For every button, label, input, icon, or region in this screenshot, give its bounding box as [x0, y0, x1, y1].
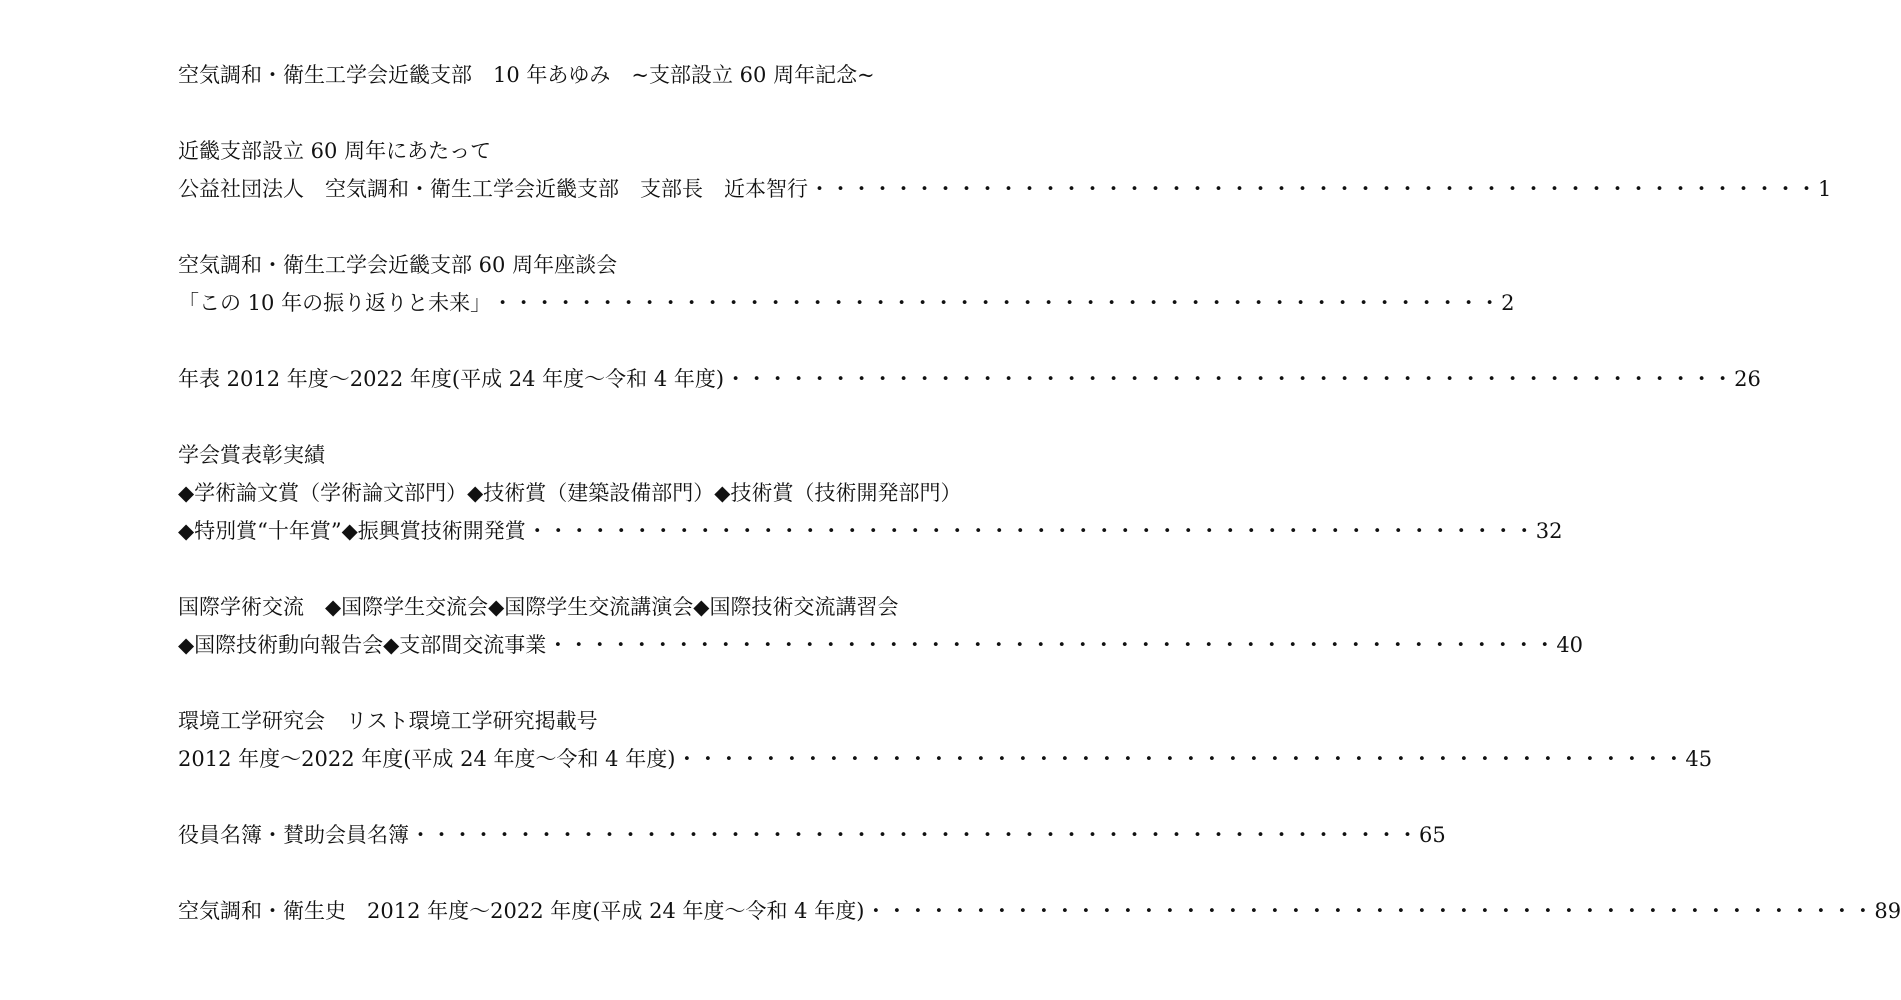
toc-entry[interactable] [178, 288, 1515, 318]
page-number: 65 [1419, 823, 1446, 847]
toc-entry-text: 空気調和・衛生史 2012 年度～2022 年度(平成 24 年度～令和 4 年度) [178, 899, 865, 923]
toc-entry[interactable] [178, 820, 1446, 850]
toc-entry-text: 2012 年度～2022 年度(平成 24 年度～令和 4 年度) [178, 747, 676, 771]
dot-leader: ・・・・・・・・・・・・・・・・・・・・・・・・・・・・・・・・・・・・・・・・・・・・・・・・ [492, 291, 1501, 315]
dot-leader: ・・・・・・・・・・・・・・・・・・・・・・・・・・・・・・・・・・・・・・・・・・・・・・・・ [526, 519, 1535, 543]
dot-leader: ・・・・・・・・・・・・・・・・・・・・・・・・・・・・・・・・・・・・・・・・・・・・・・・・ [865, 899, 1874, 923]
page-number: 40 [1556, 633, 1584, 657]
dot-leader: ・・・・・・・・・・・・・・・・・・・・・・・・・・・・・・・・・・・・・・・・・・・・・・・・ [410, 823, 1418, 847]
toc-entry-text: 役員名簿・賛助会員名簿 [178, 823, 409, 847]
dot-leader: ・・・・・・・・・・・・・・・・・・・・・・・・・・・・・・・・・・・・・・・・・・・・・・・・ [725, 367, 1734, 391]
dot-leader: ・・・・・・・・・・・・・・・・・・・・・・・・・・・・・・・・・・・・・・・・・・・・・・・・ [676, 747, 1685, 771]
toc-entry-text: 「この 10 年の振り返りと未来」 [178, 291, 492, 315]
document-header: 空気調和・衛生工学会近畿支部 10 年あゆみ ~支部設立 60 周年記念~ [178, 63, 875, 87]
toc-entry[interactable] [178, 516, 1563, 546]
entry-3-heading: 学会賞表彰実績 [178, 443, 325, 467]
entry-0-heading: 近畿支部設立 60 周年にあたって [178, 139, 492, 163]
dot-leader: ・・・・・・・・・・・・・・・・・・・・・・・・・・・・・・・・・・・・・・・・・・・・・・・・ [809, 177, 1817, 201]
toc-entry[interactable] [178, 174, 1832, 204]
page-number: 32 [1535, 519, 1563, 543]
toc-entry-text: 公益社団法人 空気調和・衛生工学会近畿支部 支部長 近本智行 [178, 177, 808, 201]
toc-entry-text: ◆国際技術動向報告会◆支部間交流事業 [178, 633, 547, 657]
entry-3-subheading: ◆学術論文賞（学術論文部門）◆技術賞（建築設備部門）◆技術賞（技術開発部門） [178, 481, 962, 505]
entry-4-heading: 国際学術交流 ◆国際学生交流会◆国際学生交流講演会◆国際技術交流講習会 [178, 595, 899, 619]
entry-1-heading: 空気調和・衛生工学会近畿支部 60 周年座談会 [178, 253, 618, 277]
toc-entry[interactable] [178, 364, 1761, 394]
entry-5-heading: 環境工学研究会 リスト環境工学研究掲載号 [178, 709, 598, 733]
toc-entry-text: 年表 2012 年度～2022 年度(平成 24 年度～令和 4 年度) [178, 367, 725, 391]
toc-entry[interactable] [178, 896, 1901, 926]
page-number: 2 [1501, 291, 1515, 315]
dot-leader: ・・・・・・・・・・・・・・・・・・・・・・・・・・・・・・・・・・・・・・・・・・・・・・・・ [547, 633, 1556, 657]
toc-entry[interactable] [178, 744, 1713, 774]
page-number: 26 [1734, 367, 1761, 391]
toc-entry-text: ◆特別賞“十年賞”◆振興賞技術開発賞 [178, 519, 526, 543]
page-number: 1 [1818, 177, 1832, 201]
page-number: 45 [1685, 747, 1713, 771]
page-number: 89 [1874, 899, 1901, 923]
toc-entry[interactable] [178, 630, 1584, 660]
